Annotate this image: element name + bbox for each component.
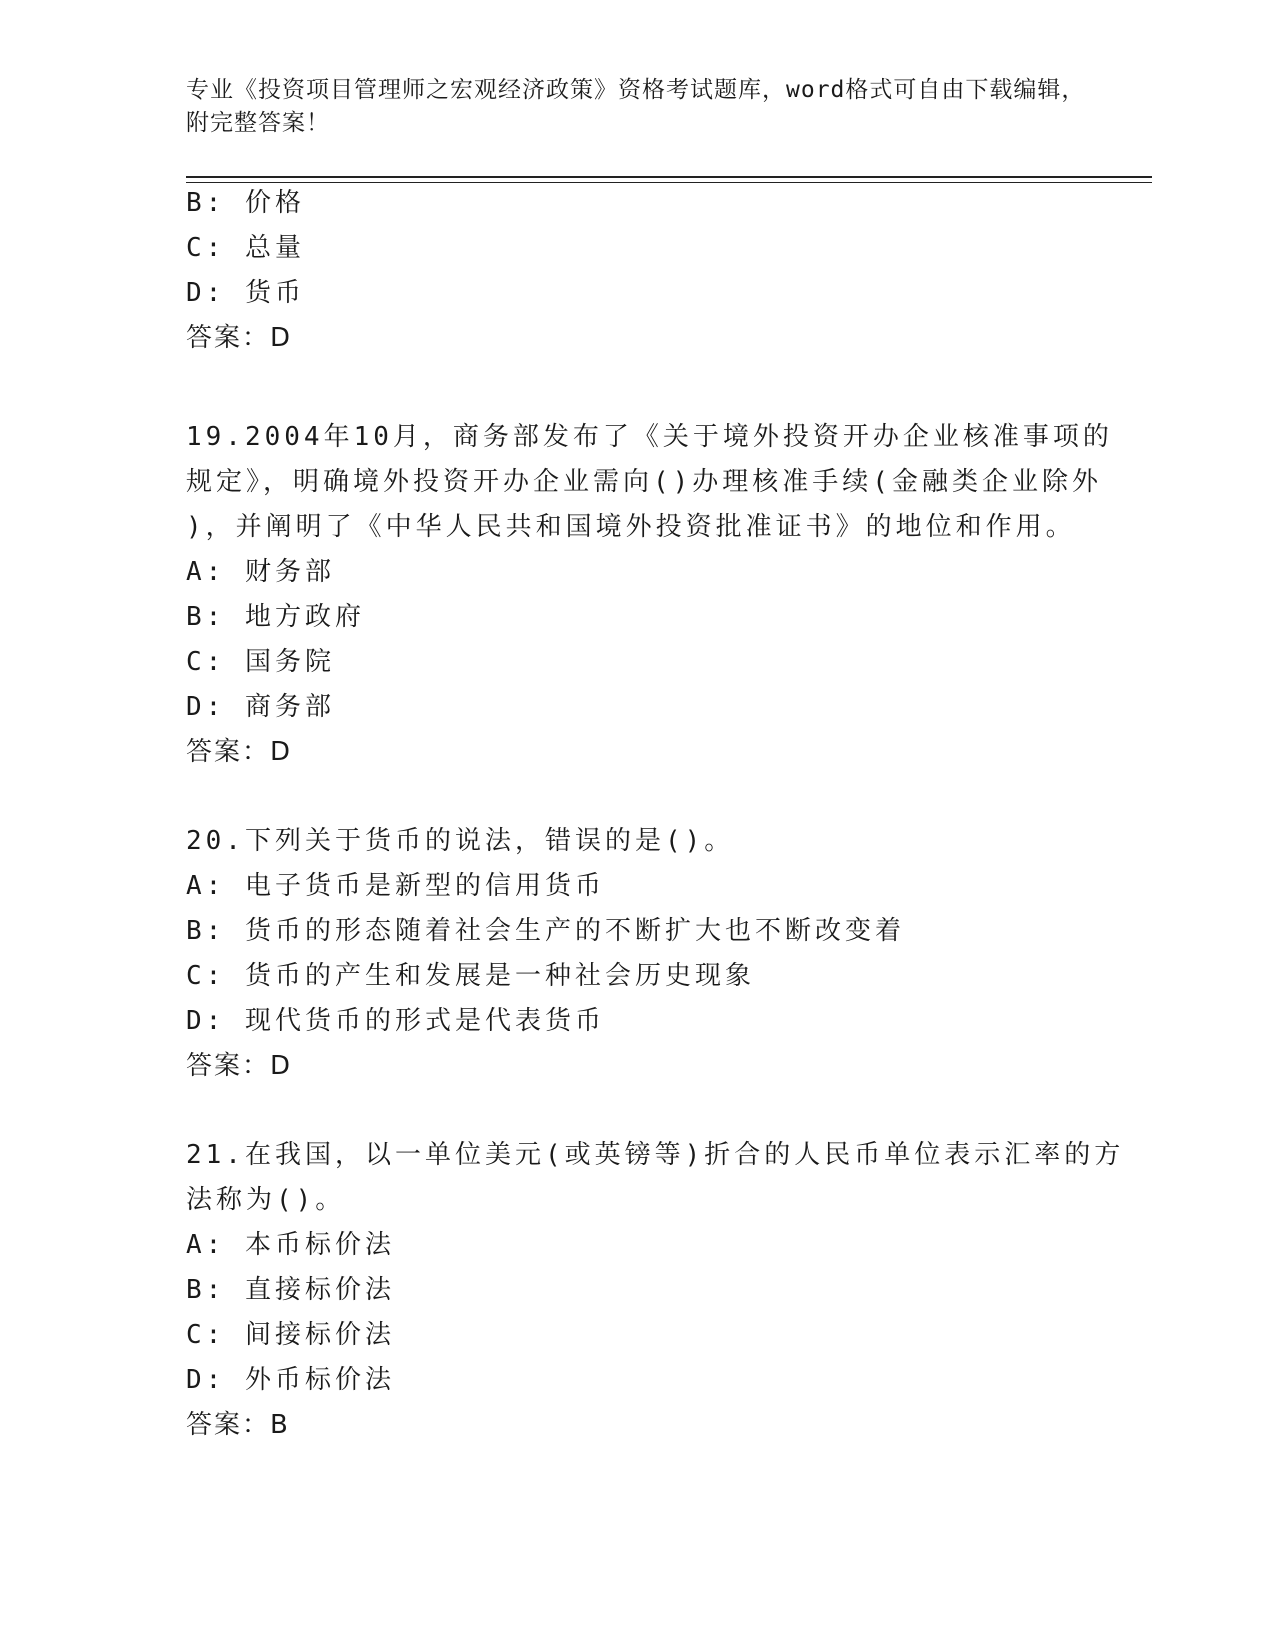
answer: 答案：B xyxy=(186,1410,290,1440)
header-rule-thin xyxy=(186,182,1152,183)
option-d: D: 现代货币的形式是代表货币 xyxy=(186,1006,605,1036)
option-a: A: 财务部 xyxy=(186,557,335,587)
option-b: B: 地方政府 xyxy=(186,602,365,632)
question-21-line-1: 21.在我国，以一单位美元(或英镑等)折合的人民币单位表示汇率的方 xyxy=(186,1140,1125,1170)
answer: 答案：D xyxy=(186,737,293,767)
option-c: C: 国务院 xyxy=(186,647,335,677)
document-header: 专业《投资项目管理师之宏观经济政策》资格考试题库，word格式可自由下载编辑，附完整答案！ xyxy=(186,77,1086,136)
option-d: D: 货币 xyxy=(186,278,305,308)
option-b: B: 直接标价法 xyxy=(186,1275,395,1305)
option-c: C: 总量 xyxy=(186,233,305,263)
option-c: C: 间接标价法 xyxy=(186,1320,395,1350)
question-19-line-1: 19.2004年10月，商务部发布了《关于境外投资开办企业核准事项的 xyxy=(186,422,1113,452)
option-c: C: 货币的产生和发展是一种社会历史现象 xyxy=(186,961,755,991)
question-21-line-2: 法称为()。 xyxy=(186,1185,346,1215)
option-b: B: 货币的形态随着社会生产的不断扩大也不断改变着 xyxy=(186,916,905,946)
header-rule-thick xyxy=(186,176,1152,178)
option-d: D: 外币标价法 xyxy=(186,1365,395,1395)
answer: 答案：D xyxy=(186,323,293,353)
question-19-line-3: )，并阐明了《中华人民共和国境外投资批准证书》的地位和作用。 xyxy=(186,512,1076,542)
question-20: 20.下列关于货币的说法，错误的是()。 xyxy=(186,826,735,856)
option-a: A: 电子货币是新型的信用货币 xyxy=(186,871,605,901)
option-b: B: 价格 xyxy=(186,188,305,218)
question-19-line-2: 规定》，明确境外投资开办企业需向()办理核准手续(金融类企业除外 xyxy=(186,467,1102,497)
option-d: D: 商务部 xyxy=(186,692,335,722)
option-a: A: 本币标价法 xyxy=(186,1230,395,1260)
answer: 答案：D xyxy=(186,1051,293,1081)
